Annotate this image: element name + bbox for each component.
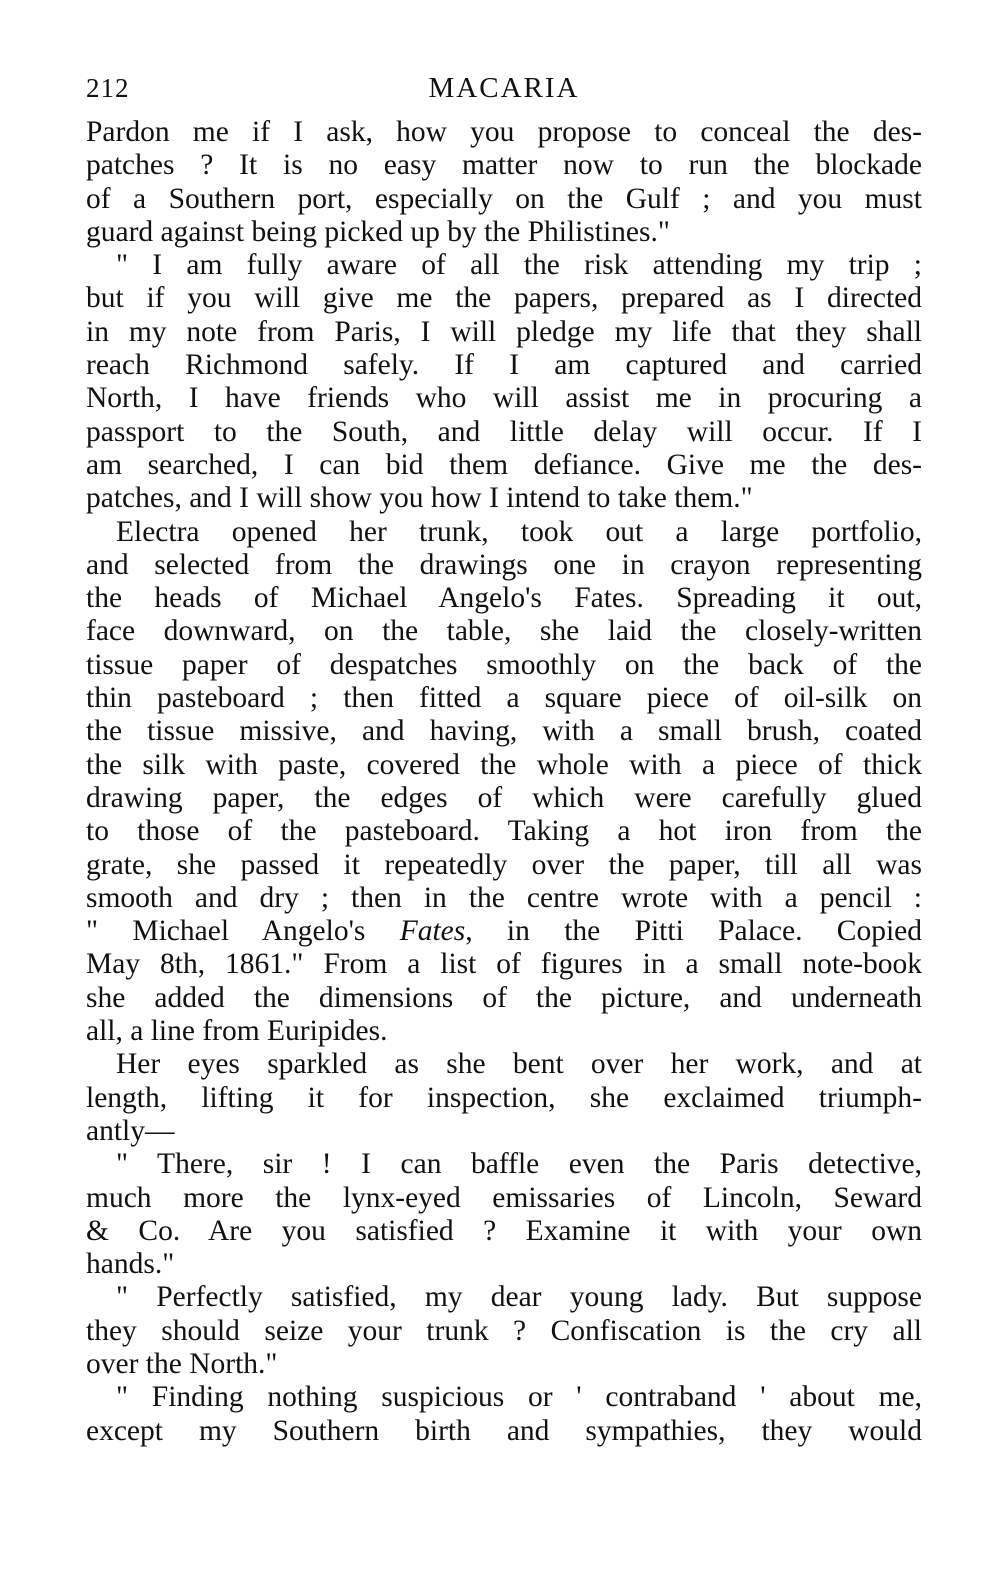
text-line: May 8th, 1861." From a list of figures in a small note-book [86,948,922,981]
page-number: 212 [86,73,130,103]
text-line: except my Southern birth and sympathies, they would [86,1414,922,1447]
text-line: and selected from the drawings one in crayon representing [86,548,922,581]
book-page [86,68,922,1448]
text-line: " There, sir ! I can baffle even the Paris detective, [116,1148,922,1181]
text-line: guard against being picked up by the Philistines." [86,215,670,248]
text-line: reach Richmond safely. If I am captured and carried [86,349,922,382]
text-line: tissue paper of despatches smoothly on the back of the [86,648,922,681]
text-line: grate, she passed it repeatedly over the paper, till all was [86,848,922,881]
text-line: much more the lynx-eyed emissaries of Lincoln, Seward [86,1181,922,1214]
text-line: drawing paper, the edges of which were carefully glued [86,781,922,814]
text-line: she added the dimensions of the picture, and underneath [86,981,922,1014]
text-line: " Perfectly satisfied, my dear young lady. But suppose [116,1281,922,1314]
text-line: " I am fully aware of all the risk attending my trip ; [116,249,922,282]
text-line: all, a line from Euripides. [86,1015,388,1048]
text-line: smooth and dry ; then in the centre wrote with a pencil : [86,881,922,914]
text-line: Electra opened her trunk, took out a large portfolio, [116,515,922,548]
text-line: face downward, on the table, she laid the closely-written [86,615,922,648]
text-line: over the North." [86,1347,278,1380]
text-line: patches ? It is no easy matter now to run the blockade [86,149,922,182]
text-line: passport to the South, and little delay will occur. If I [86,415,922,448]
italic-title: Fates [399,915,466,948]
text-line: in my note from Paris, I will pledge my life that they shall [86,315,922,348]
text-line: the tissue missive, and having, with a small brush, coated [86,715,922,748]
running-title: MACARIA [428,72,580,104]
text-line: length, lifting it for inspection, she exclaimed triumph- [86,1081,922,1114]
text-line [86,915,922,948]
text-line: they should seize your trunk ? Confiscation is the cry all [86,1314,922,1347]
text-line: but if you will give me the papers, prepared as I directed [86,282,922,315]
text-line: hands." [86,1248,175,1281]
text-line: Pardon me if I ask, how you propose to conceal the des- [86,116,922,148]
text-line: & Co. Are you satisfied ? Examine it with your own [86,1214,922,1247]
text-line: thin pasteboard ; then fitted a square piece of oil-silk on [86,682,922,715]
running-head [86,68,922,108]
text-line: of a Southern port, especially on the Gulf ; and you must [86,182,922,215]
text-line: the silk with paste, covered the whole with a piece of thick [86,748,922,781]
text-line: patches, and I will show you how I intend to take them." [86,482,753,515]
text-line: am searched, I can bid them defiance. Give me the des- [86,448,922,481]
text-segment: " Michael Angelo's [86,915,400,948]
body-text [86,116,922,1448]
text-line: Her eyes sparkled as she bent over her work, and at [116,1048,922,1081]
text-line: to those of the pasteboard. Taking a hot iron from the [86,815,922,848]
text-line: " Finding nothing suspicious or ' contraband ' about me, [116,1381,922,1414]
text-line: North, I have friends who will assist me in procuring a [86,382,922,415]
text-line: antly— [86,1114,175,1147]
text-line: the heads of Michael Angelo's Fates. Spreading it out, [86,582,922,615]
text-segment: , in the Pitti Palace. Copied [465,915,922,948]
